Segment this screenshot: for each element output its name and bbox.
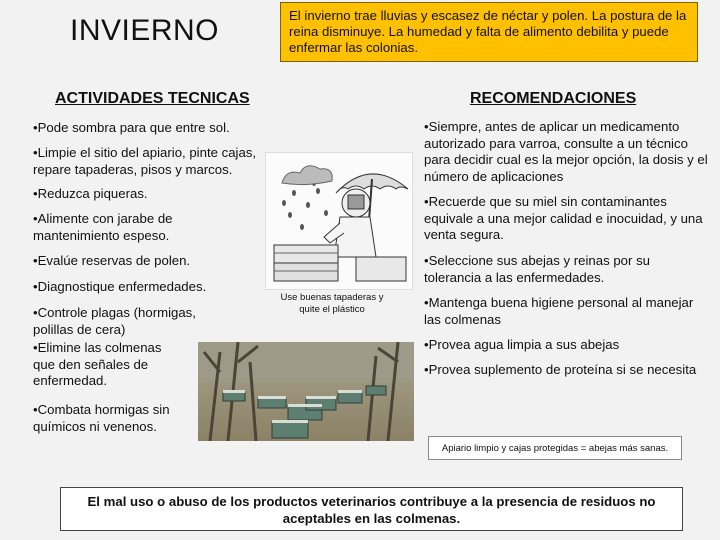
warning-box: El mal uso o abuso de los productos veterinarios contribuye a la presencia de residuos no aceptables en las colmenas. [60, 487, 683, 531]
activity-item: •Alimente con jarabe de mantenimiento espeso. [33, 211, 173, 243]
activity-item: •Limpie el sitio del apiario, pinte cajas, repare tapaderas, pisos y marcos. [33, 145, 257, 177]
activity-item: •Diagnostique enfermedades. [33, 279, 207, 294]
recommendations-heading: RECOMENDACIONES [470, 90, 637, 107]
recommendation-item: •Recuerde que su miel sin contaminantes equivale a una mejor calidad e inocuidad, y una venta segura. [424, 194, 703, 242]
apiary-photo [198, 342, 414, 441]
activity-item: •Controle plagas (hormigas, polillas de cera) [33, 305, 196, 337]
recommendation-item: •Seleccione sus abejas y reinas por su tolerancia a las enfermedades. [424, 253, 650, 285]
photo-caption: Apiario limpio y cajas protegidas = abejas más sanas. [441, 443, 669, 454]
recommendation-item: •Siempre, antes de aplicar un medicamento autorizado para varroa, consulte a un técnico para decidir cual es la mejor opción, la dosis y el número de aplicaciones [424, 119, 708, 184]
beekeeper-rain-illustration [265, 152, 413, 290]
activity-item: •Reduzca piqueras. [33, 186, 148, 201]
activity-item: •Combata hormigas sin químicos ni venenos. [33, 402, 170, 434]
recommendation-item: •Provea agua limpia a sus abejas [424, 337, 620, 352]
recommendation-item: •Provea suplemento de proteína si se necesita [424, 362, 697, 377]
intro-box: El invierno trae lluvias y escasez de néctar y polen. La postura de la reina disminuye. La humedad y falta de alimento debilita y puede enfermar las colonias. [280, 2, 698, 62]
activity-item: •Pode sombra para que entre sol. [33, 120, 230, 135]
activity-item: •Evalúe reservas de polen. [33, 253, 191, 268]
illustration-caption: Use buenas tapaderas y quite el plástico [280, 292, 384, 315]
photo-caption-box [428, 436, 682, 460]
activities-heading: ACTIVIDADES TECNICAS [55, 90, 250, 107]
page-title: INVIERNO [70, 14, 220, 47]
recommendation-item: •Mantenga buena higiene personal al manejar las colmenas [424, 295, 694, 327]
activity-item: •Elimine las colmenas que den señales de enfermedad. [33, 340, 162, 388]
